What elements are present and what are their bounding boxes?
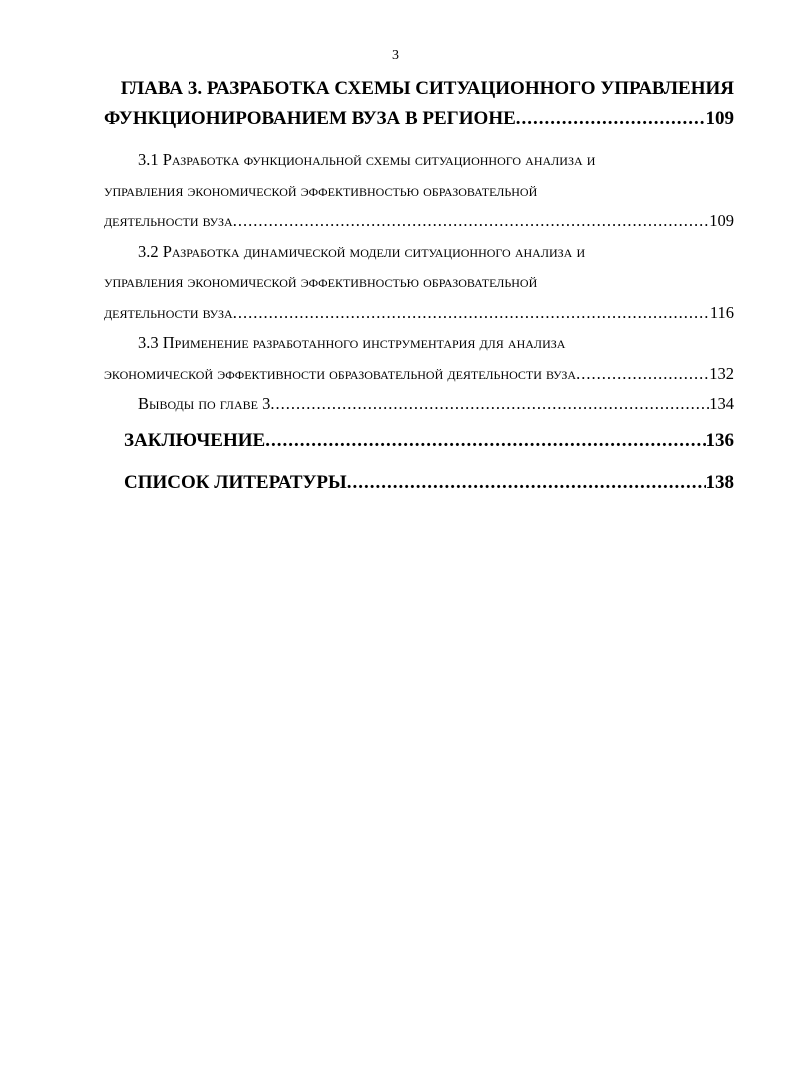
chapter-3-title-line-1: ГЛАВА 3. РАЗРАБОТКА СХЕМЫ СИТУАЦИОННОГО УПРАВЛЕНИЯ — [120, 78, 734, 99]
section-3-3-line-2 — [104, 359, 734, 390]
section-3-2-line-1: 3.2 Разработка динамической модели ситуационного анализа и — [138, 241, 586, 261]
section-3-2-page: 116 — [709, 302, 734, 322]
chapter-3-title-text: ФУНКЦИОНИРОВАНИЕМ ВУЗА В РЕГИОНЕ — [104, 108, 516, 129]
section-3-1-text: деятельности вуза — [104, 211, 233, 230]
chapter-3-page: 109 — [705, 108, 734, 129]
section-3-1-line-1: 3.1 Разработка функциональной схемы ситуационного анализа и — [138, 150, 596, 169]
toc-section-3-1[interactable] — [104, 145, 734, 237]
section-3-1-line-2: управления экономической эффективностью образовательной — [104, 180, 538, 200]
toc-references[interactable] — [104, 465, 734, 501]
section-3-3-text: экономической эффективности образовательной деятельности вуза — [104, 363, 577, 383]
dot-leader — [347, 465, 706, 501]
references-page: 138 — [705, 472, 734, 493]
dot-leader — [516, 104, 706, 134]
dot-leader — [576, 359, 709, 390]
toc-conclusion[interactable] — [104, 423, 734, 459]
toc-section-3-3[interactable] — [104, 328, 734, 389]
dot-leader — [265, 423, 705, 459]
toc-section-3-2[interactable] — [104, 237, 734, 329]
section-3-3-page: 132 — [709, 363, 734, 383]
conclusions-page: 134 — [709, 394, 734, 413]
section-3-2-line-2: управления экономической эффективностью образовательной — [104, 272, 538, 291]
section-3-1-page: 109 — [709, 211, 734, 230]
conclusions-label: Выводы по главе 3 — [138, 394, 271, 413]
dot-leader — [270, 389, 709, 419]
section-3-2-text: деятельности вуза — [104, 302, 233, 322]
dot-leader — [233, 206, 710, 237]
conclusion-label: ЗАКЛЮЧЕНИЕ — [124, 430, 266, 451]
chapter-3-title-line-2 — [104, 104, 734, 134]
dot-leader — [233, 298, 710, 329]
section-3-1-line-3 — [104, 206, 734, 237]
toc-conclusions-chapter-3[interactable] — [104, 389, 734, 419]
page-number: 3 — [392, 48, 399, 63]
references-label: СПИСОК ЛИТЕРАТУРЫ — [124, 472, 347, 493]
toc-chapter-3[interactable] — [104, 72, 734, 134]
section-3-2-line-3 — [104, 298, 734, 329]
section-3-3-line-1: 3.3 Применение разработанного инструментария для анализа — [138, 333, 566, 352]
conclusion-page: 136 — [705, 430, 734, 451]
table-of-contents — [104, 72, 734, 501]
